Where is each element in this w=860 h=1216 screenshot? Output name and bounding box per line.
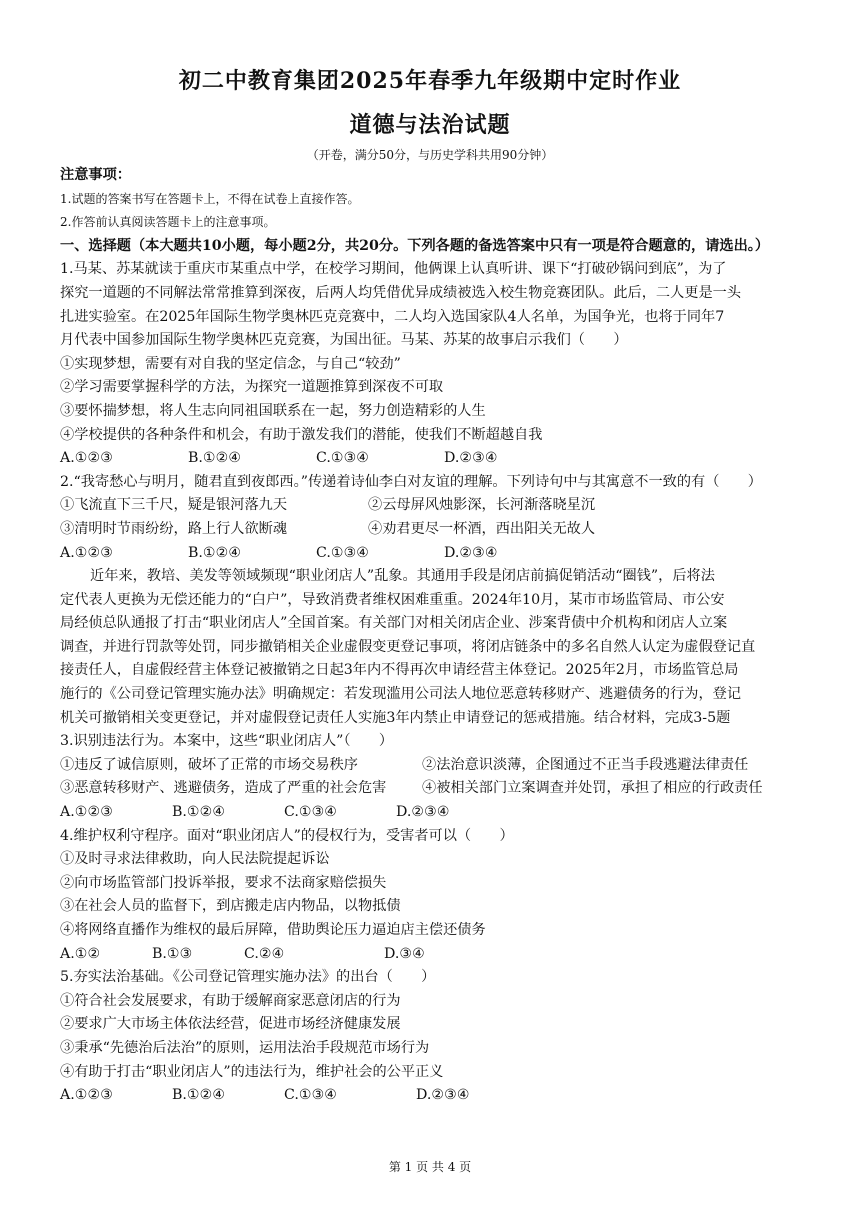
- material-line: 近年来，教培、美发等领域频现“职业闭店人”乱象。其通用手段是闭店前搞促销活动“圈钱”，后将法: [90, 568, 715, 585]
- statement-item: ①及时寻求法律救助，向人民法院提起诉讼: [60, 851, 330, 868]
- question-stem: 2.“我寄愁心与明月，随君直到夜郎西。”传递着诗仙李白对友谊的理解。下列诗句中与其寓意不一致的有（ ）: [60, 473, 762, 490]
- statement-item: ③秉承“先德治后法治”的原则，运用法治手段规范市场行为: [60, 1039, 430, 1056]
- question-4: [60, 825, 806, 967]
- option-d: D.③④: [384, 945, 425, 962]
- option-b: B.①②④: [172, 804, 226, 821]
- statement-item: ①符合社会发展要求，有助于缓解商家恶意闭店的行为: [60, 992, 401, 1009]
- material-line: 接责任人，自虚假经营主体登记被撤销之日起3年内不得再次申请经营主体登记。2025年2月，市场监管总局: [60, 662, 739, 679]
- answer-options: [60, 447, 806, 471]
- page-number: 第 1 页 共 4 页: [388, 1160, 472, 1174]
- question-stem: 4.维护权利守程序。面对“职业闭店人”的侵权行为，受害者可以（ ）: [60, 827, 514, 844]
- material-line: 调查，并进行罚款等处罚，同步撤销相关企业虚假变更登记事项，将闭店链条中的多名自然人认定为虚假登记直: [60, 638, 756, 655]
- option-b: B.①②④: [172, 1087, 226, 1104]
- statement-item: ①飞流直下三千尺，疑是银河落九天: [60, 497, 288, 514]
- statement-item: ③在社会人员的监督下，到店搬走店内物品，以物抵债: [60, 898, 401, 915]
- poem-row: [60, 494, 806, 518]
- question-stem: 3.识别违法行为。本案中，这些“职业闭店人”（ ）: [60, 733, 394, 750]
- option-c: C.①③④: [284, 1087, 338, 1104]
- option-d: D.②③④: [416, 1087, 470, 1104]
- question-stem: 1.马某、苏某就读于重庆市某重点中学，在校学习期间，他俩课上认真听讲、课下“打破砂锅问到底”，为了: [60, 261, 727, 278]
- statement-item: ②要求广大市场主体依法经营，促进市场经济健康发展: [60, 1016, 401, 1033]
- option-c: C.②④: [244, 945, 285, 962]
- statement-item: ③恶意转移财产、逃避债务，造成了严重的社会危害: [60, 780, 387, 797]
- exam-content: [60, 164, 806, 1108]
- note-item: 1.试题的答案书写在答题卡上，不得在试卷上直接作答。: [60, 191, 360, 206]
- statement-item: ①违反了诚信原则，破坏了正常的市场交易秩序: [60, 756, 358, 773]
- statement-item: ④被相关部门立案调查并处罚，承担了相应的行政责任: [422, 780, 763, 797]
- reading-material: [60, 565, 806, 730]
- exam-info: （开卷，满分50分，与历史学科共用90分钟）: [306, 148, 554, 162]
- option-c: C.①③④: [316, 544, 370, 561]
- statement-row: [60, 777, 806, 801]
- statement-item: ③清明时节雨纷纷，路上行人欲断魂: [60, 520, 288, 537]
- option-b: B.①③: [152, 945, 193, 962]
- option-b: B.①②④: [188, 544, 242, 561]
- question-3: [60, 730, 806, 824]
- statement-item: ④劝君更尽一杯酒，西出阳关无故人: [368, 520, 596, 537]
- material-line: 定代表人更换为无偿还能力的“白户”，导致消费者维权困难重重。2024年10月，某市市场监管局、市公安: [60, 591, 725, 608]
- answer-options: [60, 801, 806, 825]
- option-d: D.②③④: [396, 804, 450, 821]
- option-a: A.①②: [60, 945, 101, 962]
- statement-item: ③要怀揣梦想，将人生志向同祖国联系在一起，努力创造精彩的人生: [60, 402, 486, 419]
- exam-title: 初二中教育集团2025年春季九年级期中定时作业: [178, 68, 682, 94]
- option-a: A.①②③: [60, 804, 113, 821]
- option-a: A.①②③: [60, 450, 113, 467]
- section-heading: 一、选择题（本大题共10小题，每小题2分，共20分。下列各题的备选答案中只有一项是符合题意的，请选出。）: [60, 237, 770, 254]
- statement-item: ②云母屏风烛影深，长河渐落晓星沉: [368, 497, 596, 514]
- statement-item: ②学习需要掌握科学的方法，为探究一道题推算到深夜不可取: [60, 379, 444, 396]
- option-d: D.②③④: [444, 450, 498, 467]
- statement-item: ①实现梦想，需要有对自我的坚定信念，与自己“较劲”: [60, 355, 401, 372]
- answer-options: [60, 1084, 806, 1108]
- question-5: [60, 966, 806, 1108]
- material-line: 局经侦总队通报了打击“职业闭店人”全国首案。有关部门对相关闭店企业、涉案背债中介机构和闭店人立案: [60, 615, 728, 632]
- statement-item: ②向市场监管部门投诉举报，要求不法商家赔偿损失: [60, 874, 387, 891]
- option-c: C.①③④: [316, 450, 370, 467]
- question-stem: 月代表中国参加国际生物学奥林匹克竞赛，为国出征。马某、苏某的故事启示我们（ ）: [60, 332, 628, 349]
- question-stem: 5.夯实法治基础。《公司登记管理实施办法》的出台（ ）: [60, 969, 436, 986]
- note-item: 2.作答前认真阅读答题卡上的注意事项。: [60, 215, 276, 230]
- option-a: A.①②③: [60, 1087, 113, 1104]
- statement-item: ②法治意识淡薄，企图通过不正当手段逃避法律责任: [422, 756, 749, 773]
- answer-options: [60, 542, 806, 566]
- subject-title: 道德与法治试题: [349, 112, 511, 138]
- notes-heading: 注意事项：: [60, 167, 131, 183]
- material-line: 机关可撤销相关变更登记，并对虚假登记责任人实施3年内禁止申请登记的惩戒措施。结合材料，完成3-5题: [60, 709, 731, 726]
- question-2: [60, 471, 806, 565]
- statement-row: [60, 754, 806, 778]
- question-1: [60, 258, 806, 470]
- option-b: B.①②④: [188, 450, 242, 467]
- statement-item: ④将网络直播作为维权的最后屏障，借助舆论压力逼迫店主偿还债务: [60, 922, 486, 938]
- statement-item: ④有助于打击“职业闭店人”的违法行为，维护社会的公平正义: [60, 1063, 444, 1080]
- option-a: A.①②③: [60, 544, 113, 561]
- poem-row: [60, 518, 806, 542]
- answer-options: [60, 943, 806, 967]
- statement-item: ④学校提供的各种条件和机会，有助于激发我们的潜能，使我们不断超越自我: [60, 426, 543, 443]
- question-stem: 探究一道题的不同解法常常推算到深夜，后两人均凭借优异成绩被选入校生物竞赛团队。此后，二人更是一头: [60, 284, 742, 301]
- option-d: D.②③④: [444, 544, 498, 561]
- question-stem: 扎进实验室。在2025年国际生物学奥林匹克竞赛中，二人均入选国家队4人名单，为国争光，也将于同年7: [60, 308, 725, 325]
- option-c: C.①③④: [284, 804, 338, 821]
- material-line: 施行的《公司登记管理实施办法》明确规定：若发现滥用公司法人地位恶意转移财产、逃避债务的行为，登记: [60, 686, 742, 703]
